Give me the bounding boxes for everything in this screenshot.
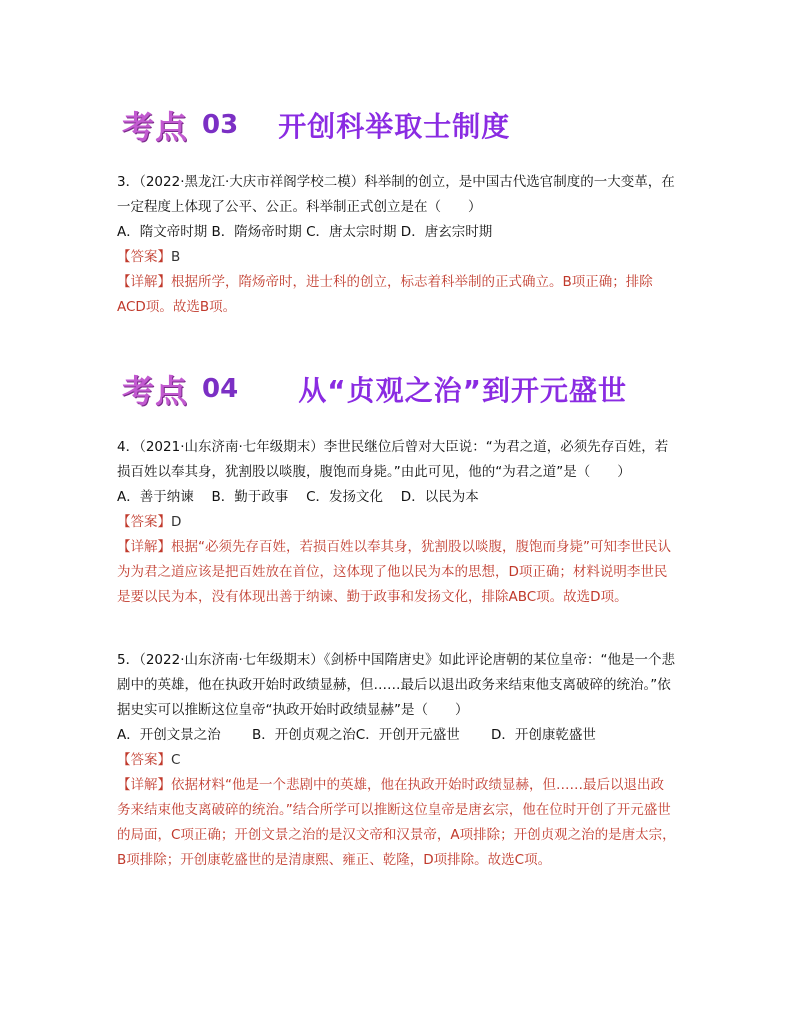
detail-paragraph xyxy=(117,270,677,320)
kaodian-label: 考点 xyxy=(122,372,189,410)
question-options: A．开创文景之治 B．开创贞观之治C．开创开元盛世 D．开创康乾盛世 xyxy=(117,727,596,743)
question-5 xyxy=(117,648,677,873)
section-title: 从“贞观之治”到开元盛世 xyxy=(298,374,628,407)
question-stem: 4．（2021·山东济南·七年级期末）李世民继位后曾对大臣说：“为君之道，必须先存百姓，若损百姓以奉其身，犹割股以啖腹，腹饱而身毙。”由此可见，他的“为君之道”是（ ） xyxy=(117,439,669,480)
answer-label: 【答案】 xyxy=(117,752,171,768)
section-04-heading xyxy=(122,364,627,414)
answer-line xyxy=(117,245,677,270)
question-options: A．隋文帝时期 B．隋炀帝时期 C．唐太宗时期 D．唐玄宗时期 xyxy=(117,224,493,240)
section-number: 04 xyxy=(202,374,239,404)
question-stem: 3．（2022·黑龙江·大庆市祥阁学校二模）科举制的创立，是中国古代选官制度的一大变革，在一定程度上体现了公平、公正。科举制正式创立是在（ ） xyxy=(117,174,675,215)
section-number: 03 xyxy=(202,110,239,140)
question-4 xyxy=(117,435,677,610)
answer-value: B xyxy=(171,249,181,265)
kaodian-label: 考点 xyxy=(122,108,189,146)
answer-line xyxy=(117,510,677,535)
detail-text: 根据“必须先存百姓，若损百姓以奉其身，犹割股以啖腹，腹饱而身毙”可知李世民认为为君之道应该是把百姓放在首位，这体现了他以民为本的思想，D项正确；材料说明李世民是要以民为本，没有体现出善于纳谏、勤于政事和发扬文化，排除ABC项。故选D项。 xyxy=(117,539,671,605)
detail-label: 【详解】 xyxy=(117,274,171,290)
detail-paragraph xyxy=(117,535,677,610)
detail-label: 【详解】 xyxy=(117,539,171,555)
section-03-heading xyxy=(122,100,510,150)
answer-label: 【答案】 xyxy=(117,249,171,265)
detail-text: 依据材料“他是一个悲剧中的英雄，他在执政开始时政绩显赫，但……最后以退出政务来结束他支离破碎的统治。”结合所学可以推断这位皇帝是唐玄宗，他在位时开创了开元盛世的局面，C项正确；开创文景之治的是汉文帝和汉景帝，A项排除；开创贞观之治的是唐太宗，B项排除；开创康乾盛世的是清康熙、雍正、乾隆，D项排除。故选C项。 xyxy=(117,777,676,868)
answer-line xyxy=(117,748,677,773)
detail-label: 【详解】 xyxy=(117,777,171,793)
question-3 xyxy=(117,170,677,320)
detail-text: 根据所学，隋炀帝时，进士科的创立，标志着科举制的正式确立。B项正确；排除ACD项。故选B项。 xyxy=(117,274,653,315)
question-stem: 5．（2022·山东济南·七年级期末）《剑桥中国隋唐史》如此评论唐朝的某位皇帝：“他是一个悲剧中的英雄，他在执政开始时政绩显赫，但……最后以退出政务来结束他支离破碎的统治。”依据史实可以推断这位皇帝“执政开始时政绩显赫”是（ ） xyxy=(117,652,676,718)
detail-paragraph xyxy=(117,773,677,873)
answer-value: D xyxy=(171,514,182,530)
section-title: 开创科举取士制度 xyxy=(278,110,511,143)
answer-label: 【答案】 xyxy=(117,514,171,530)
question-options: A．善于纳谏 B．勤于政事 C．发扬文化 D．以民为本 xyxy=(117,489,479,505)
answer-value: C xyxy=(171,752,181,768)
